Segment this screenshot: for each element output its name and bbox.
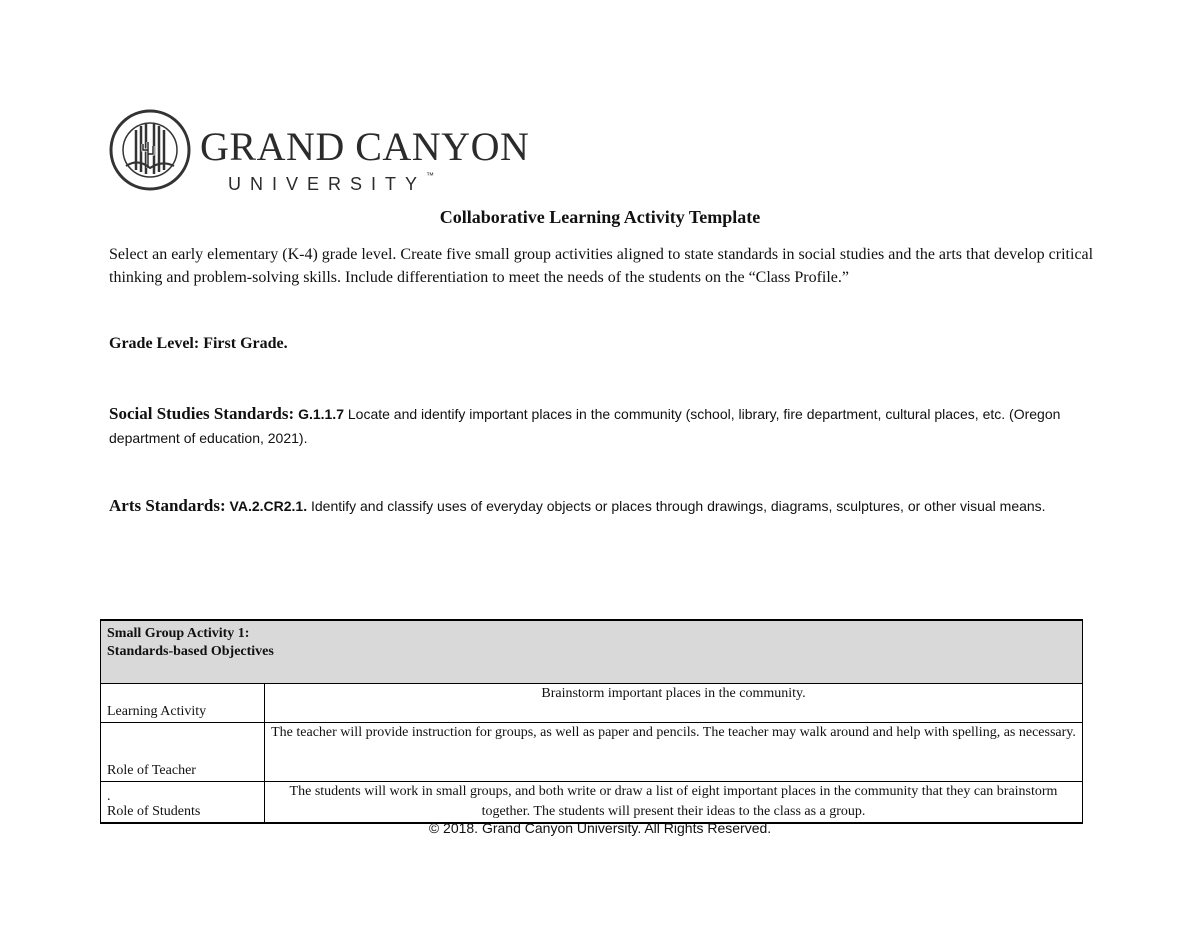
table-row (101, 782, 1083, 824)
logo-wordmark: GRAND CANYON (200, 124, 530, 169)
activity-table-header (101, 620, 1083, 684)
row-label-learning-activity: Learning Activity (101, 684, 265, 723)
arts-code: VA.2.CR2.1. (229, 498, 308, 514)
social-studies-text: Locate and identify important places in the community (school, library, fire department, cultural places, etc. (Oregon department of education, 2021). (109, 406, 1061, 446)
row-content-learning-activity: Brainstorm important places in the community. (265, 684, 1083, 723)
table-row (101, 723, 1083, 782)
logo-trademark: ™ (426, 171, 434, 180)
canyon-icon (126, 162, 174, 168)
row-label-role-of-teacher: Role of Teacher (101, 723, 265, 782)
row-content-role-of-teacher: The teacher will provide instruction for groups, as well as paper and pencils. The teacher may walk around and help with spelling, as necessary. (265, 723, 1083, 782)
social-studies-label: Social Studies Standards: (109, 404, 295, 423)
row-label-role-of-students: Role of Students (107, 804, 201, 819)
arts-text: Identify and classify uses of everyday objects or places through drawings, diagrams, sculptures, or other visual means. (310, 498, 1046, 514)
document-title: Collaborative Learning Activity Template (439, 207, 761, 227)
activity-header-line1: Small Group Activity 1: (107, 626, 250, 641)
social-studies-code: G.1.1.7 (298, 406, 344, 422)
arts-standards (109, 494, 1084, 518)
table-row (101, 684, 1083, 723)
row-prefix-dot: . (107, 789, 111, 804)
social-studies-standards (109, 402, 1084, 450)
activity-header-cell (101, 620, 1083, 684)
intro-paragraph: Select an early elementary (K-4) grade level. Create five small group activities aligned to state standards in social studies and the arts that develop critical thinking and problem-solving skills. Include differentiation to meet the needs of the students on the “Class Profile.” (109, 246, 1094, 286)
logo-subword: UNIVERSITY (228, 174, 427, 194)
grade-level: Grade Level: First Grade. (109, 335, 288, 352)
arts-label: Arts Standards: (109, 496, 226, 515)
row-label-role-of-students-cell (101, 782, 265, 824)
activity-header-line2: Standards-based Objectives (107, 644, 274, 659)
row-content-role-of-students: The students will work in small groups, and both write or draw a list of eight important places in the community that they can brainstorm together. The students will present their ideas to the class as a group. (265, 782, 1083, 824)
activity-table (100, 619, 1083, 824)
gcu-logo-graphic (108, 108, 530, 200)
copyright-footer: © 2018. Grand Canyon University. All Rights Reserved. (428, 820, 772, 836)
gcu-logo (108, 108, 530, 200)
seal-lines-icon (136, 124, 164, 174)
